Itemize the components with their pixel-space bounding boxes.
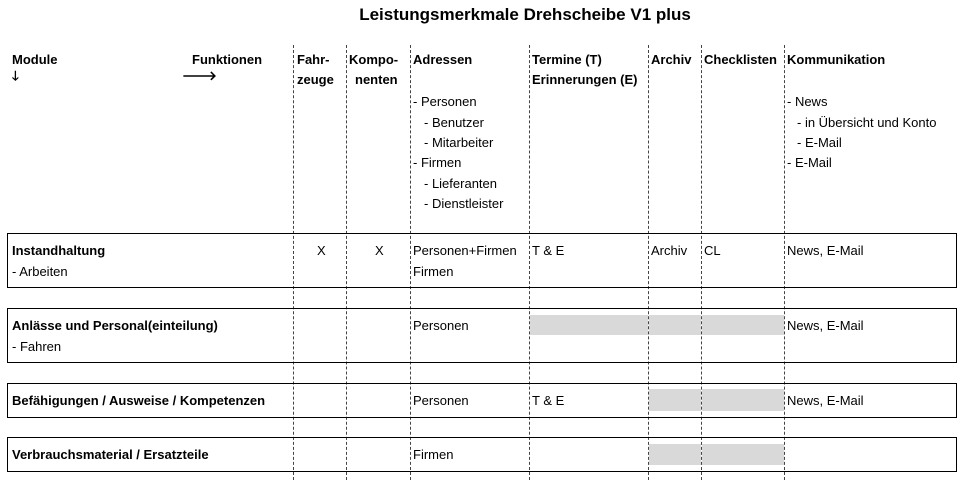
header-komponenten-line2: nenten xyxy=(355,72,398,87)
page-title: Leistungsmerkmale Drehscheibe V1 plus xyxy=(359,5,691,24)
cell-adressen: Personen+Firmen xyxy=(413,243,517,258)
header-checklisten: Checklisten xyxy=(704,52,777,67)
cell-termine: T & E xyxy=(532,393,565,408)
cell-kommunikation: News, E-Mail xyxy=(787,318,864,333)
adressen-item-mitarbeiter: - Mitarbeiter xyxy=(424,135,494,150)
cell-checklisten: CL xyxy=(704,243,721,258)
adressen-item-dienstleister: - Dienstleister xyxy=(424,196,504,211)
adressen-item-lieferanten: - Lieferanten xyxy=(424,176,497,191)
header-fahrzeuge-line1: Fahr- xyxy=(297,52,330,67)
cell-kommunikation: News, E-Mail xyxy=(787,393,864,408)
row-module-title: Instandhaltung xyxy=(12,243,106,258)
header-termine-line2: Erinnerungen (E) xyxy=(532,72,638,87)
cell-termine: T & E xyxy=(532,243,565,258)
row-module-sub: - Arbeiten xyxy=(12,264,68,279)
header-adressen: Adressen xyxy=(413,52,473,67)
header-kommunikation: Kommunikation xyxy=(787,52,886,67)
kommunikation-item-uebersicht: - in Übersicht und Konto xyxy=(797,115,937,130)
header-module: Module xyxy=(12,52,58,67)
header-funktionen: Funktionen xyxy=(192,52,263,67)
cell-adressen-line2: Firmen xyxy=(413,264,454,279)
cell-kommunikation: News, E-Mail xyxy=(787,243,864,258)
arrow-right-icon: 🡒 xyxy=(182,68,217,83)
row-module-title: Anlässe und Personal(einteilung) xyxy=(12,318,218,333)
cell-adressen: Personen xyxy=(413,318,469,333)
kommunikation-item-email: - E-Mail xyxy=(787,155,832,170)
header-fahrzeuge-line2: zeuge xyxy=(297,72,334,87)
header-termine-line1: Termine (T) xyxy=(532,52,602,67)
cell-fahrzeuge: X xyxy=(317,243,326,258)
kommunikation-item-news: - News xyxy=(787,94,828,109)
cell-adressen: Firmen xyxy=(413,447,454,462)
kommunikation-item-email-sub: - E-Mail xyxy=(797,135,842,150)
header-komponenten-line1: Kompo- xyxy=(349,52,399,67)
adressen-item-firmen: - Firmen xyxy=(413,155,462,170)
row-module-sub: - Fahren xyxy=(12,339,62,354)
adressen-item-benutzer: - Benutzer xyxy=(424,115,484,130)
row-module-title: Befähigungen / Ausweise / Kompetenzen xyxy=(12,393,266,408)
arrow-down-icon: 🡓 xyxy=(12,68,19,83)
adressen-item-personen: - Personen xyxy=(413,94,477,109)
cell-komponenten: X xyxy=(375,243,384,258)
cell-adressen: Personen xyxy=(413,393,469,408)
row-module-title: Verbrauchsmaterial / Ersatzteile xyxy=(12,447,209,462)
header-archiv: Archiv xyxy=(651,52,692,67)
cell-archiv: Archiv xyxy=(651,243,688,258)
